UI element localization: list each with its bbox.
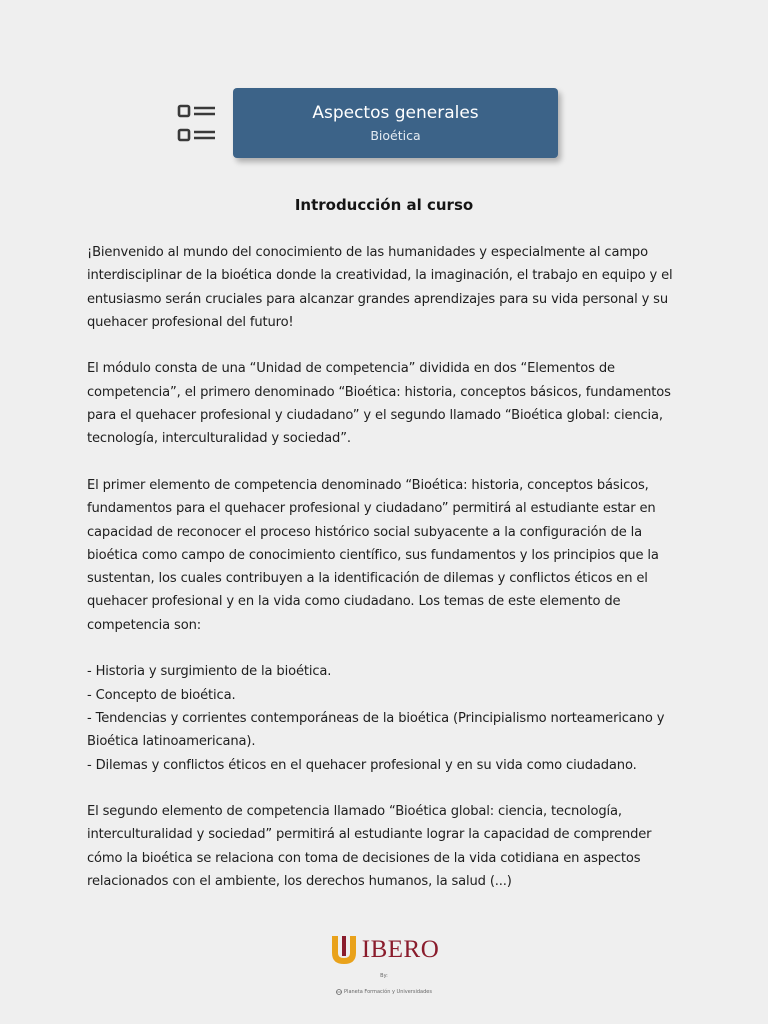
header-banner: [233, 88, 558, 158]
paragraph-first-element: El primer elemento de competencia denominado “Bioética: historia, conceptos básicos, fundamentos para el quehacer profesional y ciudadano” permitirá al estudiante estar en capacidad de reconocer el proceso histórico social subyacente a la configuración de la bioética como campo de conocimiento científico, sus fundamentos y los principios que la sustentan, los cuales contribuyen a la identificación de dilemas y conflictos éticos en el quehacer profesional y en la vida como ciudadano. Los temas de este elemento de competencia son:: [87, 477, 659, 633]
body-content: [87, 241, 687, 917]
list-item: - Dilemas y conflictos éticos en el quehacer profesional y en su vida como ciudadano.: [87, 757, 637, 773]
list-item: - Historia y surgimiento de la bioética.: [87, 664, 332, 680]
planeta-globe-icon: [336, 989, 342, 995]
page-subtitle: Bioética: [370, 128, 421, 143]
footer-org-name: Planeta Formación y Universidades: [344, 988, 432, 995]
page-title: Aspectos generales: [312, 103, 479, 123]
paragraph-module: El módulo consta de una “Unidad de competencia” dividida en dos “Elementos de competencia”, el primero denominado “Bioética: historia, conceptos básicos, fundamentos para el quehacer profesional y ciudadano” y el segundo llamado “Bioética global: ciencia, tecnología, interculturalidad y sociedad”.: [87, 361, 671, 447]
paragraph-second-element: El segundo elemento de competencia llamado “Bioética global: ciencia, tecnología, interculturalidad y sociedad” permitirá al estudiante lograr la capacidad de comprender cómo la bioética se relaciona con toma de decisiones de la vida cotidiana en aspectos relacionados con el ambiente, los derechos humanos, la salud (...): [87, 804, 652, 890]
list-item: - Tendencias y corrientes contemporáneas de la bioética (Principialismo norteamericano y Bioética latinoamericana).: [87, 710, 665, 750]
footer-by-label: By:: [380, 973, 388, 979]
footer: [0, 934, 768, 999]
ibero-u-logo-icon: [329, 934, 359, 966]
topic-list: [87, 660, 687, 776]
paragraph-welcome: ¡Bienvenido al mundo del conocimiento de las humanidades y especialmente al campo interdisciplinar de la bioética donde la creatividad, la imaginación, el trabajo en equipo y el entusiasmo serán cruciales para alcanzar grandes aprendizajes para su vida personal y su quehacer profesional del futuro!: [87, 245, 673, 330]
list-item: - Concepto de bioética.: [87, 687, 236, 703]
ibero-logo: [329, 934, 440, 966]
section-title: Introducción al curso: [294, 196, 474, 214]
logo-text: IBERO: [361, 936, 440, 963]
checklist-icon: [177, 103, 217, 145]
footer-org: [336, 989, 432, 996]
